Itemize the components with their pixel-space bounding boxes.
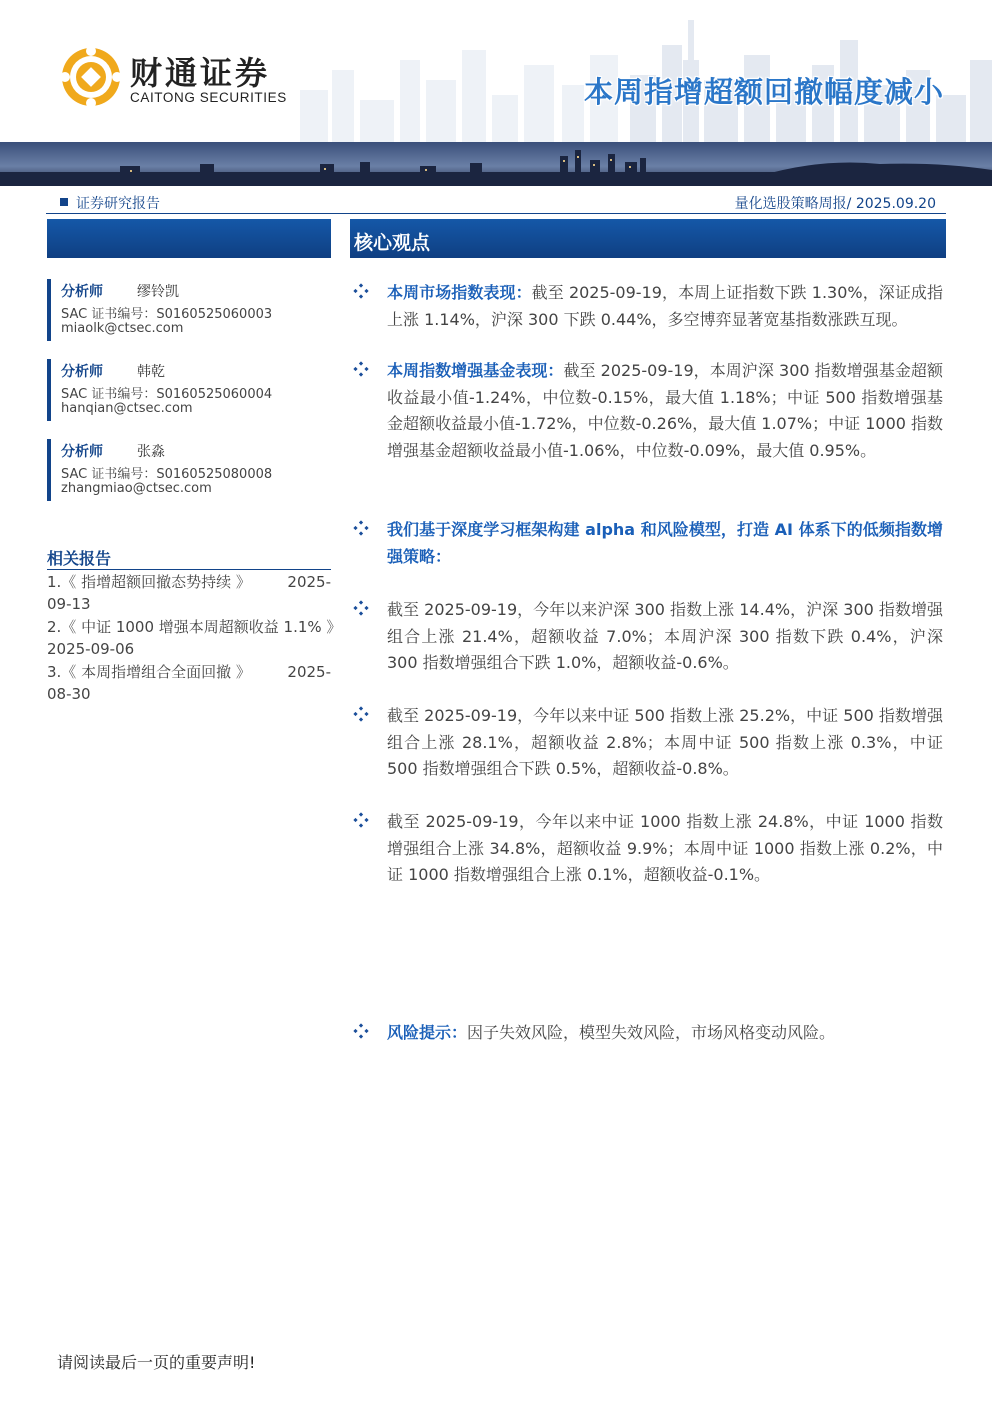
analyst-name: 缪铃凯 [137, 284, 179, 300]
analyst-sac-number: SAC 证书编号：S0160525060004 [61, 387, 273, 402]
diamond-bullet-icon [353, 812, 369, 828]
report-type-label [60, 193, 160, 213]
analyst-accent-bar [47, 439, 51, 501]
related-report-date-part: 2025- [287, 663, 331, 681]
footer-notice: 请阅读最后一页的重要声明! [57, 1353, 256, 1372]
caitong-coin-logo-icon [60, 46, 122, 108]
related-report-date: 08-30 [47, 685, 91, 703]
analyst-email[interactable]: zhangmiao@ctsec.com [61, 481, 212, 496]
analyst-role: 分析师 [61, 444, 103, 460]
square-bullet-icon [60, 198, 68, 206]
analyst-sac-number: SAC 证书编号：S0160525080008 [61, 467, 273, 482]
analyst-accent-bar [47, 279, 51, 341]
related-report-title: 2.《 中证 1000 增强本周超额收益 1.1% 》 [47, 618, 342, 636]
analyst-accent-bar [47, 359, 51, 421]
report-header [0, 0, 992, 186]
core-views-heading: 核心观点 [354, 232, 431, 254]
related-report-item[interactable] [47, 616, 342, 660]
related-report-title: 1.《 指增超额回撤态势持续 》 [47, 573, 251, 591]
related-report-date-part: 2025- [287, 573, 331, 591]
core-bullet-text [387, 358, 943, 464]
logo-chinese-name: 财通证券 [130, 54, 271, 92]
bullet-highlight: 风险提示： [387, 1023, 468, 1042]
bullet-highlight: 本周市场指数表现： [387, 283, 532, 302]
report-title: 本周指增超额回撤幅度减小 [583, 75, 944, 109]
report-type-text: 证券研究报告 [76, 196, 160, 212]
diamond-bullet-icon [353, 1023, 369, 1039]
analyst-name: 张淼 [137, 444, 165, 460]
analyst-email[interactable]: hanqian@ctsec.com [61, 401, 193, 416]
analyst-card [47, 359, 331, 421]
related-reports-divider [47, 569, 331, 570]
analyst-email[interactable]: miaolk@ctsec.com [61, 321, 184, 336]
analyst-card [47, 439, 331, 501]
sidebar-header-bar [47, 219, 331, 258]
analyst-role: 分析师 [61, 364, 103, 380]
analyst-role: 分析师 [61, 284, 103, 300]
night-city-banner [0, 142, 992, 186]
diamond-bullet-icon [353, 361, 369, 377]
related-report-item[interactable] [47, 571, 331, 615]
core-views-bar [350, 219, 946, 258]
header-divider [46, 213, 946, 214]
analyst-card [47, 279, 331, 341]
core-bullet-text: 截至 2025-09-19，今年以来中证 1000 指数上涨 24.8%，中证 1000 指数增强组合上涨 34.8%，超额收益 9.9%；本周中证 1000 指数上涨 0.2%，中证 1000 指数增强组合上涨 0.1%，超额收益-0.1%。 [387, 812, 943, 884]
logo-english-name: CAITONG SECURITIES [130, 90, 287, 105]
core-bullet-text: 截至 2025-09-19，今年以来沪深 300 指数上涨 14.4%，沪深 300 指数增强组合上涨 21.4%，超额收益 7.0%；本周沪深 300 指数下跌 0.4%，沪深 300 指数增强组合下跌 1.0%，超额收益-0.6%。 [387, 600, 943, 672]
analyst-sac-number: SAC 证书编号：S0160525060003 [61, 307, 273, 322]
related-report-title: 3.《 本周指增组合全面回撤 》 [47, 663, 251, 681]
core-bullet-text: 截至 2025-09-19，今年以来中证 500 指数上涨 25.2%，中证 500 指数增强组合上涨 28.1%，超额收益 2.8%；本周中证 500 指数上涨 0.3%，中证 500 指数增强组合下跌 0.5%，超额收益-0.8%。 [387, 706, 943, 778]
bullet-body: 截至 2025-09-19，本周上证指数下跌 1.30%，深证成指上涨 1.14%，沪深 300 下跌 0.44%，多空博弈显著宽基指数涨跌互现。 [387, 283, 943, 329]
bullet-highlight: 我们基于深度学习框架构建 alpha 和风险模型，打造 AI 体系下的低频指数增强策略： [387, 520, 943, 566]
related-report-item[interactable] [47, 661, 331, 705]
core-bullet-text [387, 280, 943, 333]
core-bullet-text [387, 517, 943, 570]
bullet-body: 因子失效风险，模型失效风险，市场风格变动风险。 [467, 1023, 836, 1042]
diamond-bullet-icon [353, 706, 369, 722]
diamond-bullet-icon [353, 600, 369, 616]
caitong-logo [60, 46, 300, 110]
diamond-bullet-icon [353, 283, 369, 299]
related-report-date: 09-13 [47, 595, 91, 613]
related-reports-heading: 相关报告 [47, 549, 112, 568]
bullet-body: 截至 2025-09-19，本周沪深 300 指数增强基金超额收益最小值-1.24%，中位数-0.15%，最大值 1.18%；中证 500 指数增强基金超额收益最小值-1.72%，中位数-0.26%，最大值 1.07%；中证 1000 指数增强基金超额收益最小值-1.06%，中位数-0.09%，最大值 0.95%。 [387, 361, 944, 460]
core-bullet-text [387, 1020, 943, 1047]
diamond-bullet-icon [353, 520, 369, 536]
related-report-date: 2025-09-06 [47, 640, 135, 658]
analyst-name: 韩乾 [137, 364, 165, 380]
report-meta: 量化选股策略周报/ 2025.09.20 [734, 196, 936, 212]
bullet-highlight: 本周指数增强基金表现： [387, 361, 564, 380]
